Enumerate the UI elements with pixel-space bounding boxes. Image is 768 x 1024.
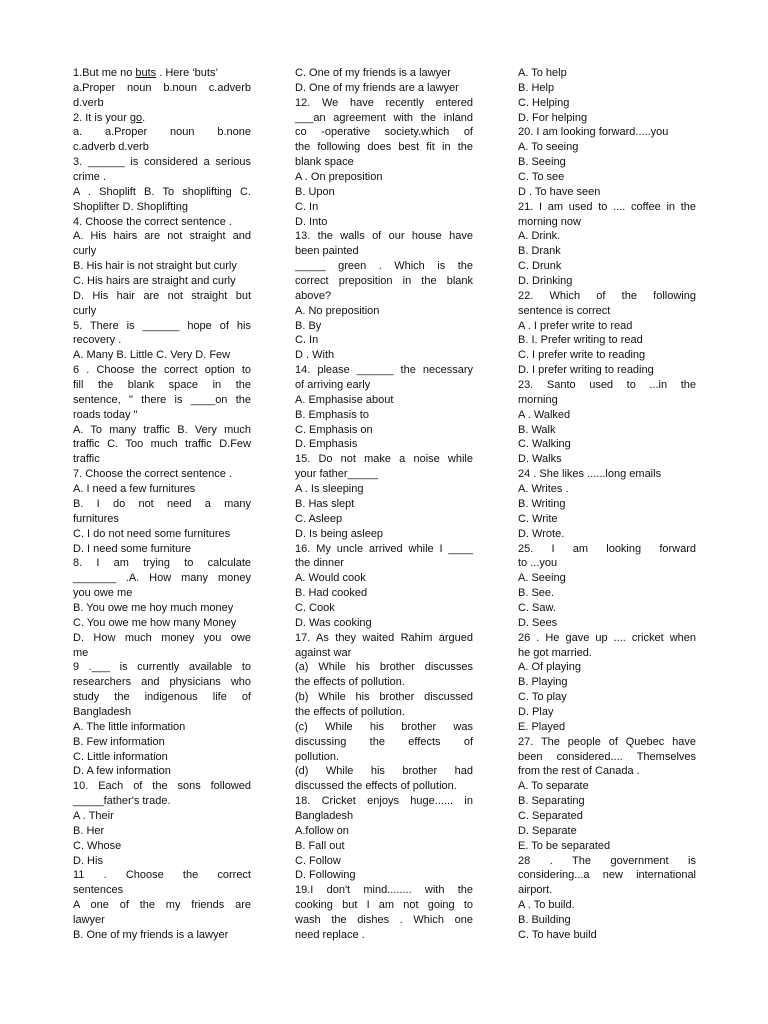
- text-line: discussed the effects of pollution.: [295, 780, 457, 793]
- underlined-word: buts: [135, 67, 157, 79]
- text-line: the following does best fit in the: [295, 141, 473, 154]
- text-line: E. To be separated: [518, 839, 611, 852]
- text-line: C. Separated: [518, 809, 583, 822]
- text-line: 16. My uncle arrived while I ____: [295, 542, 473, 555]
- text-line: A. Would cook: [295, 572, 366, 585]
- text-line: discussing the effects of: [295, 735, 473, 748]
- text-line: A. To seeing: [518, 141, 579, 154]
- text-line: D . To have seen: [518, 185, 601, 198]
- text-line: A. Drink.: [518, 230, 561, 243]
- text-line: C. Asleep: [295, 512, 343, 525]
- text-line: C. Saw.: [518, 601, 556, 614]
- text-line: D. One of my friends are a lawyer: [295, 81, 459, 94]
- text-line: wash the dishes . Which one: [295, 913, 473, 926]
- text-line: A. Of playing: [518, 661, 581, 674]
- text-line: 23. Santo used to ...in the: [518, 379, 696, 392]
- text-line: B. Walk: [518, 423, 556, 436]
- text-line: furnitures: [73, 512, 119, 525]
- text-line: sentence, " there is ____on the: [73, 393, 251, 406]
- text-line: 17. As they waited Rahim argued: [295, 631, 473, 644]
- text-line: 25. I am looking forward: [518, 542, 696, 555]
- text-line: B. Building: [518, 913, 571, 926]
- text-line: (c) While his brother was: [295, 720, 473, 733]
- text-line: the dinner: [295, 557, 344, 570]
- text-line: C. One of my friends is a lawyer: [295, 67, 451, 79]
- text-line: 24 . She likes ......long emails: [518, 468, 662, 481]
- text-line: 9 .___ is currently available to: [73, 661, 251, 674]
- column-1: [73, 66, 251, 943]
- text-line: A. To separate: [518, 780, 589, 793]
- text-line: C. Drunk: [518, 260, 562, 273]
- underlined-word: go: [129, 111, 143, 124]
- text-line: A . I prefer write to read: [518, 319, 633, 332]
- text-line: researchers and physicians who: [73, 676, 251, 689]
- text-line: D. I need some furniture: [73, 542, 192, 555]
- text-line: Bangladesh: [73, 705, 132, 718]
- text-line: D. I prefer writing to reading: [518, 364, 654, 377]
- text-line: the effects of pollution.: [295, 676, 405, 689]
- text-line: traffic C. Too much traffic D.Few: [73, 438, 251, 451]
- text-line: crime .: [73, 171, 106, 184]
- text-line: B. Upon: [295, 185, 335, 198]
- text-line: (d) While his brother had: [295, 765, 473, 778]
- text-line: been painted: [295, 245, 359, 258]
- text-line: to ...you: [518, 557, 558, 570]
- text-line: your father_____: [295, 468, 379, 481]
- text-line: B. I. Prefer writing to read: [518, 334, 643, 347]
- text-line: co -operative society.which of: [295, 126, 473, 139]
- text-line: been considered.... Themselves: [518, 750, 696, 763]
- text-line: B. By: [295, 319, 322, 332]
- text-line: D. Separate: [518, 824, 577, 837]
- text-line: B. One of my friends is a lawyer: [73, 928, 229, 941]
- text-line: 7. Choose the correct sentence .: [73, 468, 232, 481]
- text-line: ___an agreement with the inland: [295, 111, 473, 124]
- text-line: lawyer: [73, 913, 105, 926]
- text-line: D. Emphasis: [295, 438, 358, 451]
- text-line: D. His: [73, 854, 103, 867]
- text-line: A. His hairs are not straight and: [73, 230, 251, 243]
- text-line: sentence is correct: [518, 304, 611, 317]
- text-line: B. I do not need a many: [73, 497, 251, 510]
- text-line: sentences: [73, 884, 124, 897]
- column-2: [295, 66, 473, 943]
- text-line: above?: [295, 289, 332, 302]
- text-line: B. Drank: [518, 245, 561, 258]
- text-line: morning now: [518, 215, 581, 228]
- text-line: _____ green . Which is the: [295, 260, 473, 273]
- text-line: study the indigenous life of: [73, 691, 251, 704]
- text-line: 22. Which of the following: [518, 289, 696, 302]
- text-line: 28 . The government is: [518, 854, 696, 867]
- text-line: 27. The people of Quebec have: [518, 735, 696, 748]
- text-line: you owe me: [73, 587, 133, 600]
- text-line: (a) While his brother discusses: [295, 661, 473, 674]
- text-line: morning: [518, 393, 558, 406]
- text-line: B. Help: [518, 81, 555, 94]
- text-line: D. Walks: [518, 453, 562, 466]
- text-line: D. How much money you owe: [73, 631, 251, 644]
- text-line: D. Drinking: [518, 275, 573, 288]
- text-line: _____father's trade.: [73, 795, 171, 808]
- text-line: A . Shoplift B. To shoplifting C.: [73, 185, 251, 198]
- text-line: C. You owe me how many Money: [73, 616, 237, 629]
- text-line: 14. please ______ the necessary: [295, 364, 473, 377]
- text-line: B. Fall out: [295, 839, 345, 852]
- text-line: 21. I am used to .... coffee in the: [518, 200, 696, 213]
- text-line: C. Emphasis on: [295, 423, 373, 436]
- text-line: B. Playing: [518, 676, 568, 689]
- text-line: 2. It is your go.: [73, 111, 146, 124]
- text-line: A. To help: [518, 67, 567, 79]
- text-line: 26 . He gave up .... cricket when: [518, 631, 696, 644]
- text-line: c.adverb d.verb: [73, 141, 149, 154]
- text-line: 15. Do not make a noise while: [295, 453, 473, 466]
- text-line: 10. Each of the sons followed: [73, 780, 251, 793]
- text-line: D. Was cooking: [295, 616, 372, 629]
- text-line: A . Walked: [518, 408, 571, 421]
- text-line: D . With: [295, 349, 335, 362]
- text-line: 12. We have recently entered: [295, 96, 473, 109]
- text-line: E. Played: [518, 720, 566, 733]
- text-line: C. Write: [518, 512, 558, 525]
- text-line: considering...a new international: [518, 869, 696, 882]
- text-line: 4. Choose the correct sentence .: [73, 215, 232, 228]
- text-line: need replace .: [295, 928, 365, 941]
- text-line: C. Walking: [518, 438, 571, 451]
- text-line: D. For helping: [518, 111, 588, 124]
- text-line: A . Is sleeping: [295, 483, 364, 496]
- text-line: 20. I am looking forward.....you: [518, 126, 669, 139]
- text-line: C. I prefer write to reading: [518, 349, 646, 362]
- text-line: A. Many B. Little C. Very D. Few: [73, 349, 231, 362]
- text-line: airport.: [518, 884, 553, 897]
- text-line: B. Emphasis to: [295, 408, 369, 421]
- text-line: (b) While his brother discussed: [295, 691, 473, 704]
- text-line: 13. the walls of our house have: [295, 230, 473, 243]
- text-line: Shoplifter D. Shoplifting: [73, 200, 188, 213]
- text-line: A. Writes .: [518, 483, 569, 496]
- text-line: C. Whose: [73, 839, 122, 852]
- text-line: 6 . Choose the correct option to: [73, 364, 251, 377]
- text-line: 1.But me no buts . Here ‘buts’: [73, 67, 218, 79]
- text-line: D. Is being asleep: [295, 527, 384, 540]
- text-line: B. Seeing: [518, 156, 566, 169]
- text-line: A. Emphasise about: [295, 393, 394, 406]
- text-line: C. Little information: [73, 750, 168, 763]
- text-line: A one of the my friends are: [73, 899, 251, 912]
- text-line: A. Seeing: [518, 572, 566, 585]
- text-line: C. In: [295, 334, 319, 347]
- text-line: A . On preposition: [295, 171, 383, 184]
- text-line: blank space: [295, 156, 354, 169]
- text-line: recovery .: [73, 334, 122, 347]
- text-line: D. Into: [295, 215, 328, 228]
- text-line: C. To play: [518, 691, 567, 704]
- text-line: A. To many traffic B. Very much: [73, 423, 251, 436]
- text-line: B. Few information: [73, 735, 165, 748]
- text-line: from the rest of Canada .: [518, 765, 640, 778]
- text-line: A. The little information: [73, 720, 186, 733]
- text-line: he got married.: [518, 646, 592, 659]
- text-line: d.verb: [73, 96, 104, 109]
- text-line: 3. ______ is considered a serious: [73, 156, 251, 169]
- text-line: against war: [295, 646, 352, 659]
- text-line: B. Has slept: [295, 497, 355, 510]
- text-line: B. See.: [518, 587, 555, 600]
- text-line: 5. There is ______ hope of his: [73, 319, 251, 332]
- text-line: A. I need a few furnitures: [73, 483, 196, 496]
- text-line: 19.I don't mind........ with the: [295, 884, 473, 897]
- text-line: 18. Cricket enjoys huge...... in: [295, 795, 473, 808]
- text-line: C. Cook: [295, 601, 335, 614]
- text-line: D. Sees: [518, 616, 558, 629]
- text-line: A.follow on: [295, 824, 349, 837]
- text-line: A . To build.: [518, 899, 575, 912]
- text-line: A . Their: [73, 809, 114, 822]
- text-line: _______ .A. How many money: [73, 572, 251, 585]
- text-line: C. Helping: [518, 96, 570, 109]
- text-line: the effects of pollution.: [295, 705, 405, 718]
- text-line: C. His hairs are straight and curly: [73, 275, 236, 288]
- text-line: roads today ": [73, 408, 138, 421]
- text-line: D. Play: [518, 705, 554, 718]
- text-line: correct preposition in the blank: [295, 275, 473, 288]
- text-line: curly: [73, 245, 97, 258]
- text-line: C. I do not need some furnitures: [73, 527, 231, 540]
- text-line: pollution.: [295, 750, 340, 763]
- text-line: B. Writing: [518, 497, 566, 510]
- text-line: Bangladesh: [295, 809, 354, 822]
- text-line: 11 . Choose the correct: [73, 869, 251, 882]
- text-line: a.Proper noun b.noun c.adverb: [73, 81, 251, 94]
- text-line: of arriving early: [295, 379, 371, 392]
- text-line: C. Follow: [295, 854, 341, 867]
- text-line: A. No preposition: [295, 304, 380, 317]
- text-line: B. Had cooked: [295, 587, 368, 600]
- text-line: B. You owe me hoy much money: [73, 601, 234, 614]
- text-line: me: [73, 646, 89, 659]
- text-line: B. His hair is not straight but curly: [73, 260, 237, 273]
- text-line: traffic: [73, 453, 100, 466]
- text-line: curly: [73, 304, 97, 317]
- text-line: D. His hair are not straight but: [73, 289, 251, 302]
- text-line: B. Separating: [518, 795, 585, 808]
- text-line: fill the blank space in the: [73, 379, 251, 392]
- text-line: C. To see: [518, 171, 565, 184]
- text-line: B. Her: [73, 824, 105, 837]
- text-line: C. In: [295, 200, 319, 213]
- text-line: D. Wrote.: [518, 527, 565, 540]
- text-line: cooking but I am not going to: [295, 899, 473, 912]
- text-line: C. To have build: [518, 928, 597, 941]
- column-3: [518, 66, 696, 943]
- text-line: D. Following: [295, 869, 356, 882]
- text-line: 8. I am trying to calculate: [73, 557, 251, 570]
- text-line: a. a.Proper noun b.none: [73, 126, 251, 139]
- text-line: D. A few information: [73, 765, 171, 778]
